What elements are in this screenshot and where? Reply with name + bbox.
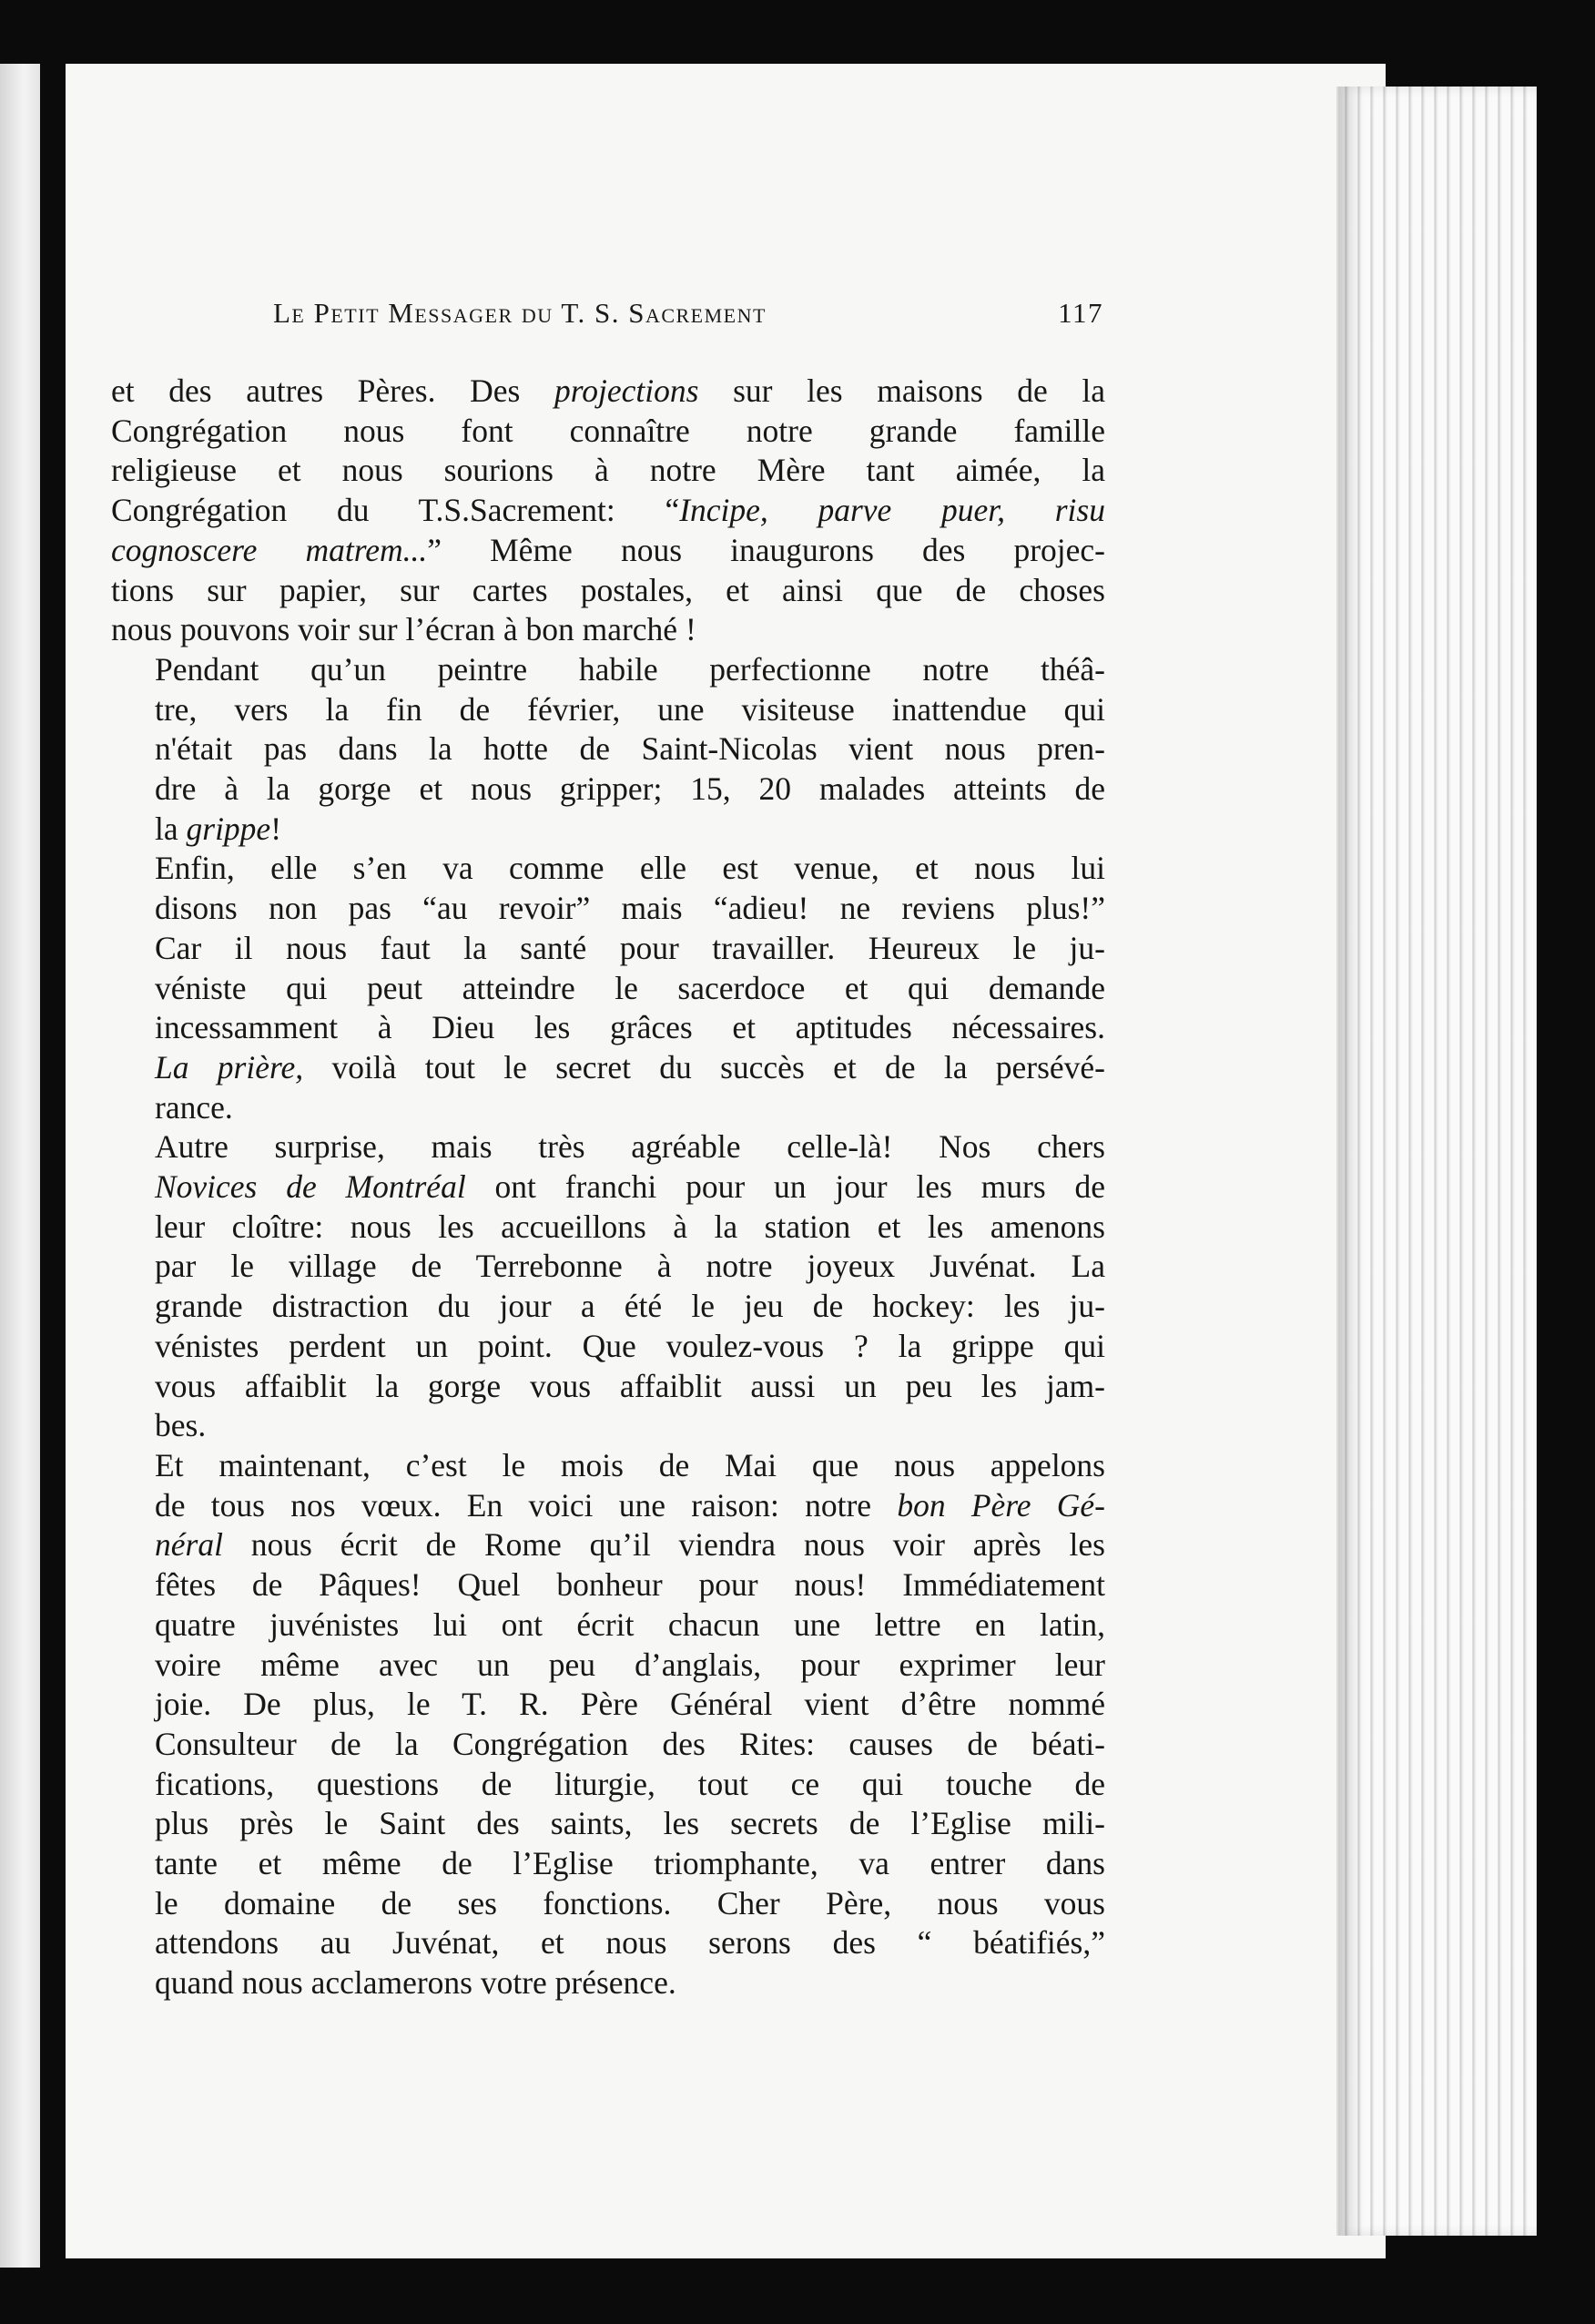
- italic-text: cognoscere matrem...: [111, 531, 428, 568]
- italic-text: projections: [554, 372, 699, 409]
- text-segment: leur cloître: nous les accueillons à la station et les amenons: [155, 1208, 1105, 1245]
- text-segment: le domaine de ses fonctions. Cher Père, nous vous: [155, 1884, 1105, 1921]
- text-segment: véniste qui peut atteindre le sacerdoce et qui demande: [155, 969, 1105, 1006]
- text-segment: tions sur papier, sur cartes postales, et ainsi que de choses: [111, 571, 1105, 608]
- text-line: [111, 1167, 1105, 1208]
- text-line: [111, 929, 1105, 969]
- text-segment: fêtes de Pâques! Quel bonheur pour nous! Immédiatement: [155, 1566, 1105, 1604]
- text-line: [111, 1048, 1105, 1088]
- text-line: [111, 571, 1105, 611]
- page-gutter-shadow: [1338, 87, 1366, 2236]
- italic-text: La prière,: [155, 1048, 304, 1086]
- text-segment: ont franchi pour un jour les murs de: [465, 1168, 1105, 1206]
- text-line: [111, 1884, 1105, 1924]
- text-segment: joie. De plus, le T. R. Père Général vient d’être nommé: [155, 1686, 1105, 1723]
- text-line: [111, 1367, 1105, 1407]
- text-segment: nous pouvons voir sur l’écran à bon marché !: [111, 611, 696, 648]
- text-line: [111, 1406, 1105, 1446]
- text-segment: Congrégation du T.S.Sacrement: “: [111, 492, 680, 529]
- text-line: [111, 889, 1105, 929]
- paragraph: [111, 372, 1105, 650]
- text-segment: Congrégation nous font connaître notre grande famille: [111, 412, 1105, 449]
- paragraph: [111, 1446, 1105, 2003]
- text-line: [111, 1446, 1105, 1486]
- text-segment: nous écrit de Rome qu’il viendra nous voir après les: [222, 1526, 1105, 1564]
- text-segment: de tous nos vœux. En voici une raison: notre: [155, 1486, 898, 1524]
- article-body: [111, 372, 1105, 2003]
- paragraph: [111, 650, 1105, 850]
- text-segment: Autre surprise, mais très agréable celle-là! Nos chers: [155, 1128, 1105, 1166]
- text-line: [111, 729, 1105, 770]
- text-line: [111, 1525, 1105, 1565]
- text-segment: !: [270, 810, 282, 847]
- text-line: [111, 770, 1105, 810]
- text-segment: tre, vers la fin de février, une visiteuse inattendue qui: [155, 690, 1105, 728]
- italic-text: néral: [155, 1526, 223, 1564]
- text-segment: plus près le Saint des saints, les secrets de l’Eglise mili-: [155, 1805, 1105, 1842]
- text-segment: par le village de Terrebonne à notre joyeux Juvénat. La: [155, 1248, 1105, 1285]
- text-line: [111, 610, 1105, 650]
- adjacent-page-edge: [0, 64, 40, 2268]
- text-segment: bes.: [155, 1407, 207, 1444]
- text-segment: dre à la gorge et nous gripper; 15, 20 malades atteints de: [155, 770, 1105, 808]
- text-line: [111, 1127, 1105, 1167]
- italic-text: bon Père Gé-: [897, 1486, 1105, 1524]
- text-line: [111, 969, 1105, 1009]
- text-segment: attendons au Juvénat, et nous serons des “ béatifiés,”: [155, 1924, 1105, 1962]
- text-line: [111, 1804, 1105, 1844]
- text-line: [111, 1008, 1105, 1048]
- text-line: [111, 1605, 1105, 1646]
- text-segment: quand nous acclamerons votre présence.: [155, 1964, 676, 2002]
- text-line: [111, 810, 1105, 850]
- text-line: [111, 1685, 1105, 1725]
- italic-text: Novices de Montréal: [155, 1168, 466, 1206]
- text-line: [111, 650, 1105, 690]
- text-segment: n'était pas dans la hotte de Saint-Nicolas vient nous pren-: [155, 730, 1105, 768]
- text-segment: voire même avec un peu d’anglais, pour exprimer leur: [155, 1646, 1105, 1683]
- italic-text: grippe: [186, 810, 271, 847]
- page-stack-edges: [1336, 87, 1537, 2236]
- text-line: [111, 849, 1105, 889]
- text-segment: ” Même nous inaugurons des projec-: [427, 531, 1105, 568]
- text-line: [111, 1765, 1105, 1805]
- text-segment: et des autres Pères. Des: [111, 372, 554, 409]
- text-line: [111, 1208, 1105, 1248]
- text-line: [111, 451, 1105, 491]
- paragraph: [111, 849, 1105, 1127]
- text-segment: la: [155, 810, 187, 847]
- text-segment: Pendant qu’un peintre habile perfectionne notre théâ-: [155, 650, 1105, 688]
- text-segment: religieuse et nous sourions à notre Mère tant aimée, la: [111, 452, 1105, 489]
- text-segment: fications, questions de liturgie, tout ce qui touche de: [155, 1765, 1105, 1802]
- text-segment: vénistes perdent un point. Que voulez-vous ? la grippe qui: [155, 1327, 1105, 1364]
- text-segment: Consulteur de la Congrégation des Rites: causes de béati-: [155, 1725, 1105, 1762]
- text-line: [111, 1844, 1105, 1884]
- page-number: 117: [1058, 297, 1103, 329]
- text-line: [111, 1963, 1105, 2003]
- text-line: [111, 1565, 1105, 1605]
- text-line: [111, 412, 1105, 452]
- text-segment: Enfin, elle s’en va comme elle est venue, et nous lui: [155, 850, 1105, 887]
- text-line: [111, 1646, 1105, 1686]
- running-title: Le Petit Messager du T. S. Sacrement: [273, 297, 767, 329]
- text-segment: voilà tout le secret du succès et de la persévé-: [303, 1048, 1105, 1086]
- text-line: [111, 1725, 1105, 1765]
- text-line: [111, 1247, 1105, 1287]
- paragraph: [111, 1127, 1105, 1446]
- text-segment: vous affaiblit la gorge vous affaiblit aussi un peu les jam-: [155, 1367, 1105, 1404]
- text-line: [111, 372, 1105, 412]
- text-segment: sur les maisons de la: [698, 372, 1106, 409]
- italic-text: Incipe, parve puer, risu: [679, 492, 1105, 529]
- text-line: [111, 531, 1105, 571]
- text-segment: Car il nous faut la santé pour travailler. Heureux le ju-: [155, 929, 1105, 966]
- text-segment: rance.: [155, 1088, 233, 1126]
- text-line: [111, 491, 1105, 531]
- text-segment: disons non pas “au revoir” mais “adieu! ne reviens plus!”: [155, 890, 1105, 927]
- text-line: [111, 1327, 1105, 1367]
- text-segment: grande distraction du jour a été le jeu de hockey: les ju-: [155, 1288, 1105, 1325]
- text-line: [111, 1923, 1105, 1963]
- text-line: [111, 1088, 1105, 1128]
- text-line: [111, 690, 1105, 730]
- text-line: [111, 1287, 1105, 1327]
- text-segment: incessamment à Dieu les grâces et aptitudes nécessaires.: [155, 1009, 1105, 1046]
- text-segment: quatre juvénistes lui ont écrit chacun une lettre en latin,: [155, 1605, 1105, 1643]
- text-segment: Et maintenant, c’est le mois de Mai que nous appelons: [155, 1446, 1105, 1483]
- text-segment: tante et même de l’Eglise triomphante, va entrer dans: [155, 1845, 1105, 1882]
- running-head: [273, 297, 1103, 333]
- text-line: [111, 1486, 1105, 1526]
